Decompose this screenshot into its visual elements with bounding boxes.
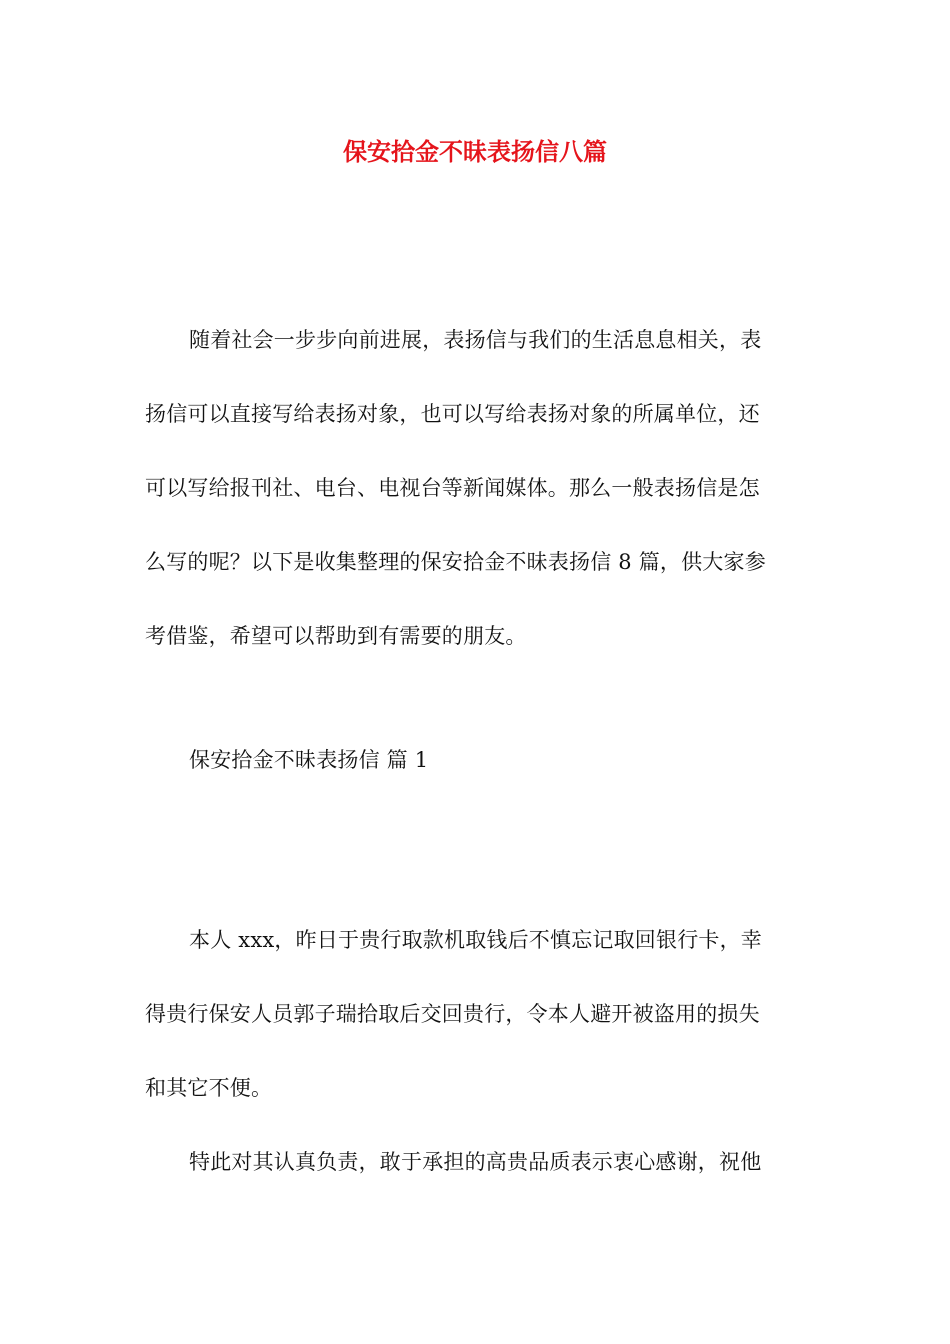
section-heading-text: 保安拾金不昧表扬信 篇 1 xyxy=(189,748,429,772)
body-line: 本人 xxx，昨日于贵行取款机取钱后不慎忘记取回银行卡，幸 xyxy=(189,928,763,952)
document-title: 保安拾金不昧表扬信八篇 xyxy=(343,138,607,166)
body-line: 和其它不便。 xyxy=(145,1076,273,1100)
body-line: 特此对其认真负责，敢于承担的高贵品质表示衷心感谢，祝他 xyxy=(189,1150,762,1174)
intro-line: 扬信可以直接写给表扬对象，也可以写给表扬对象的所属单位，还 xyxy=(145,402,760,426)
body-paragraph xyxy=(145,903,810,1125)
intro-line: 考借鉴，希望可以帮助到有需要的朋友。 xyxy=(145,624,527,648)
intro-line: 随着社会一步步向前进展，表扬信与我们的生活息息相关，表 xyxy=(189,328,762,352)
intro-line: 可以写给报刊社、电台、电视台等新闻媒体。那么一般表扬信是怎 xyxy=(145,476,760,500)
body-line: 得贵行保安人员郭子瑞拾取后交回贵行，令本人避开被盗用的损失 xyxy=(145,1002,760,1026)
intro-paragraph xyxy=(145,303,810,673)
body-paragraph xyxy=(145,1125,810,1199)
intro-line: 么写的呢？以下是收集整理的保安拾金不昧表扬信 8 篇，供大家参 xyxy=(145,550,766,574)
section-heading xyxy=(145,723,810,797)
